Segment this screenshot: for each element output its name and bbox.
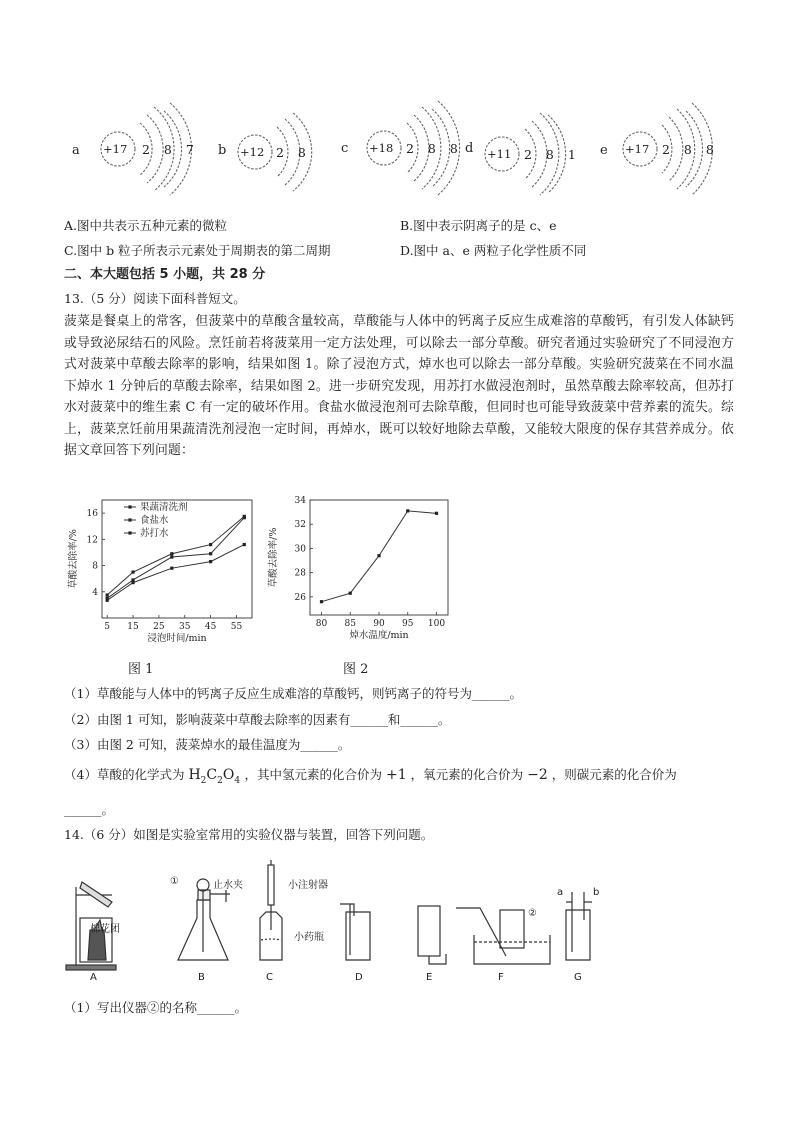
annot-2: ②: [528, 908, 537, 919]
legend-marker-2: [128, 518, 131, 521]
apparatus-label-b: B: [198, 972, 205, 983]
annot-syringe: 小注射器: [288, 880, 328, 891]
x-tick-label: 90: [373, 619, 385, 629]
legend-marker-1: [128, 505, 131, 508]
q13-sub4-text-b: ，其中氢元素的化合价为: [244, 767, 383, 782]
y-tick-label: 32: [294, 520, 306, 531]
hydrogen-valence: +1: [386, 767, 407, 783]
option-b: B.图中表示阴离子的是 c、e: [400, 218, 557, 233]
atom-c-label: c: [341, 141, 349, 156]
atom-a-nucleus: +17: [103, 142, 128, 156]
apparatus-label-e: E: [426, 972, 433, 983]
figure-1-caption: 图 1: [128, 662, 154, 677]
data-point: [209, 552, 212, 555]
x-tick-label: 5: [104, 622, 111, 632]
option-c: C.图中 b 粒子所表示元素处于周期表的第二周期: [64, 243, 331, 258]
lab-apparatus-figure: [60, 860, 620, 990]
y-tick-label: 30: [294, 544, 306, 555]
annot-clamp: 止水夹: [213, 880, 243, 891]
data-point: [106, 599, 109, 602]
atom-structure-diagrams: [0, 85, 794, 205]
q13-passage: 菠菜是餐桌上的常客，但菠菜中的草酸含量较高，草酸能与人体中的钙离子反应生成难溶的草酸钙，有引发人体缺钙或导致泌尿结石的风险。烹饪前若将菠菜用一定方法处理，可以除去一部分草酸。研究者通过实验研究了不同浸泡方式对菠菜中草酸去除率的影响，结果如图 1。除了浸泡方式，焯水也可以除去一部分草酸。实验研究菠菜在不同水温下焯水 1 分钟后的草酸去除率，结果如图 2。进一步研究发现，用苏打水做浸泡剂时，虽然草酸去除率较高，但苏打水对菠菜中的维生素 C 有一定的破坏作用。食盐水做浸泡剂可去除草酸，但同时也可能导致菠菜中营养素的流失。综上，菠菜烹饪前用果蔬清洗剂浸泡一定时间，再焯水，既可以较好地除去草酸，又能较大限度的保存其营养成分。依据文章回答下列问题：: [64, 314, 734, 458]
atom-a-shells-text: 2 8 7: [142, 142, 199, 157]
x-tick-label: 25: [153, 622, 165, 632]
q13-sub1: （1）草酸能与人体中的钙离子反应生成难溶的草酸钙，则钙离子的符号为______。: [64, 686, 522, 701]
data-point: [170, 555, 173, 558]
data-point: [131, 581, 134, 584]
q14-sub1: （1）写出仪器②的名称______。: [64, 1000, 247, 1015]
atom-b-label: b: [218, 143, 227, 158]
oxygen-valence: −2: [527, 767, 548, 783]
apparatus-e-drawing: [418, 906, 446, 964]
oxalic-acid-formula: [188, 767, 244, 786]
atom-d-label: d: [465, 141, 474, 156]
apparatus-d-drawing: [340, 904, 370, 960]
x-tick-label: 55: [230, 622, 243, 632]
apparatus-label-c: C: [266, 972, 273, 983]
y-tick-label: 26: [294, 592, 306, 603]
data-point: [243, 516, 246, 519]
figure-2-chart: [262, 492, 462, 642]
annot-1: ①: [170, 876, 179, 887]
section-2-heading: 二、本大题包括 5 小题，共 28 分: [64, 267, 266, 282]
x-tick-label: 85: [344, 619, 356, 629]
q13-sub4-blank: ______。: [64, 802, 115, 817]
formula-c: C: [206, 767, 218, 783]
y-tick-label: 4: [92, 587, 98, 598]
x-tick-label: 15: [127, 622, 139, 632]
data-point: [209, 560, 212, 563]
atom-d-shells-text: 2 8 1: [524, 147, 581, 162]
apparatus-label-g: G: [574, 972, 582, 983]
y-axis-label: 草酸去除率/%: [268, 527, 279, 588]
q13-intro: 13.（5 分）阅读下面科普短文。: [64, 291, 246, 306]
data-point: [209, 543, 212, 546]
apparatus-drawing: [60, 860, 620, 990]
atom-d-nucleus: +11: [487, 147, 512, 161]
y-tick-label: 28: [294, 568, 306, 579]
data-point: [106, 593, 109, 596]
option-d: D.图中 a、e 两粒子化学性质不同: [400, 243, 587, 258]
q13-sub2: （2）由图 1 可知，影响菠菜中草酸去除率的因素有______和______。: [64, 712, 451, 727]
q13-sub4: [64, 767, 677, 789]
x-tick-label: 45: [204, 622, 217, 632]
y-tick-label: 8: [92, 561, 98, 572]
x-axis-label: 浸泡时间/min: [147, 633, 207, 644]
x-tick-label: 35: [179, 622, 191, 632]
data-point: [435, 512, 438, 515]
x-tick-label: 100: [427, 619, 446, 629]
data-point: [243, 543, 246, 546]
option-a: A.图中共表示五种元素的微粒: [64, 218, 228, 233]
atom-e-shells-text: 2 8 8: [662, 142, 719, 157]
legend-label-2: 食盐水: [140, 515, 169, 526]
atom-a-label: a: [72, 143, 80, 158]
figure-1-chart: [62, 495, 257, 645]
atom-c-nucleus: +18: [369, 141, 394, 155]
formula-h-sub: 2: [200, 775, 207, 786]
x-tick-label: 80: [315, 619, 328, 629]
y-tick-label: 12: [86, 535, 98, 546]
q13-sub4-text-d: ，则碳元素的化合价为: [551, 767, 677, 782]
data-point: [170, 567, 173, 570]
y-axis-label: 草酸去除率/%: [68, 529, 79, 589]
data-point: [406, 509, 409, 512]
apparatus-c-drawing: [260, 860, 282, 960]
formula-o-sub: 4: [234, 775, 241, 786]
plot-frame: [310, 500, 448, 615]
atom-e-label: e: [600, 143, 608, 158]
apparatus-label-a: A: [90, 972, 97, 983]
atom-b-nucleus: +12: [240, 145, 265, 159]
data-point: [131, 571, 134, 574]
data-point: [170, 552, 173, 555]
atom-e-nucleus: +17: [625, 142, 650, 156]
legend-label-1: 果蔬清洗剂: [140, 502, 188, 513]
q13-sub4-text-a: （4）草酸的化学式为: [64, 767, 185, 782]
annot-cotton: 棉花团: [90, 924, 120, 935]
q13-sub4-text-c: ，氧元素的化合价为: [410, 767, 524, 782]
x-axis-label: 焯水温度/min: [349, 630, 409, 641]
formula-c-sub: 2: [217, 775, 223, 786]
apparatus-label-d: D: [355, 972, 363, 983]
plot-frame: [102, 500, 252, 618]
annot-a: a: [557, 887, 564, 898]
q14-intro: 14.（6 分）如图是实验室常用的实验仪器与装置，回答下列问题。: [64, 827, 434, 842]
annot-vial: 小药瓶: [294, 932, 324, 943]
apparatus-b-drawing: [178, 879, 230, 960]
apparatus-label-f: F: [498, 972, 504, 983]
legend-label-3: 苏打水: [140, 528, 169, 539]
formula-h: H: [188, 767, 201, 783]
x-tick-label: 95: [402, 619, 414, 629]
y-tick-label: 16: [86, 509, 98, 520]
formula-o: O: [222, 767, 235, 783]
apparatus-g-drawing: [566, 892, 592, 960]
atom-c-shells-text: 2 8 8: [406, 141, 463, 156]
data-point: [349, 592, 352, 595]
y-tick-label: 34: [294, 496, 306, 506]
figure-2-caption: 图 2: [343, 662, 369, 677]
data-point: [377, 554, 380, 557]
atom-b-shells-text: 2 8: [276, 145, 311, 160]
annot-b: b: [593, 887, 600, 898]
legend-marker-3: [128, 531, 131, 534]
q13-sub3: （3）由图 2 可知，菠菜焯水的最佳温度为______。: [64, 737, 351, 752]
data-point: [320, 600, 323, 603]
